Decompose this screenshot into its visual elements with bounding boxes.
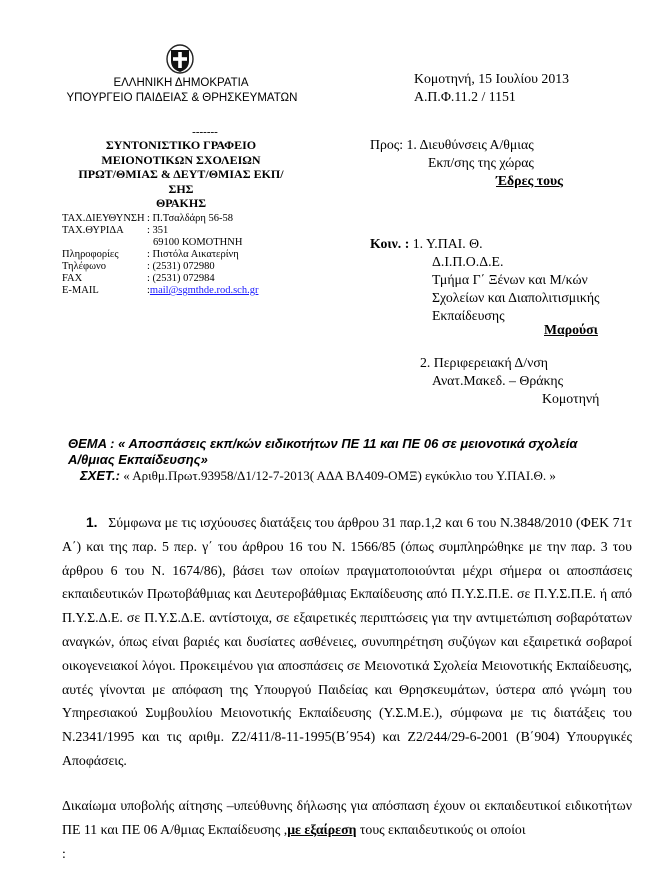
- ministry-title: ΥΠΟΥΡΓΕΙΟ ΠΑΙΔΕΙΑΣ & ΘΡΗΣΚΕΥΜΑΤΩΝ: [66, 92, 298, 104]
- protocol-number: Α.Π.Φ.11.2 / 1151: [414, 89, 516, 104]
- cc-line-2: Δ.Ι.Π.Ο.Δ.Ε.: [432, 254, 504, 269]
- info-value: : Πιστόλα Αικατερίνη: [147, 249, 239, 260]
- cc-lines: [432, 253, 600, 325]
- cc2-line-3: Κομοτηνή: [542, 391, 600, 406]
- office-line-3: ΠΡΩΤ/ΘΜΙΑΣ & ΔΕΥΤ/ΘΜΙΑΣ ΕΚΠ/ΣΗΣ: [78, 167, 284, 196]
- to-line-3: Έδρες τους: [496, 173, 563, 188]
- phone-value: : (2531) 072980: [147, 261, 215, 272]
- fax-label: FAX: [62, 273, 83, 284]
- contact-block: [62, 213, 322, 297]
- paragraph-2-tail: :: [62, 845, 66, 861]
- pobox-label: ΤΑΧ.ΘΥΡΙΔΑ: [62, 225, 124, 236]
- cc-line-4: Σχολείων και Διαπολιτισμικής: [432, 290, 600, 305]
- paragraph-1-text: Σύμφωνα με τις ισχύουσες διατάξεις του άρθρου 31 παρ.1,2 και 6 του Ν.3848/2010 (ΦΕΚ 71τ Α΄) και της παρ. 5 περ. γ΄ του άρθρου 16 του Ν. 1566/85 (όπως συμπληρώθηκε με την παρ. 3 του άρθρου 6 του Ν. 1674/86), βάσει των οποίων πραγματοποιούνται μέχρι σήμερα οι αποσπάσεις εκπαιδευτικών Πρωτοβάθμιας και Δευτεροβάθμιας Εκπαίδευσης από Π.Υ.Σ.Π.Ε. σε Π.Υ.Σ.Π.Ε. ή από Π.Υ.Σ.Δ.Ε. σε Π.Υ.Σ.Δ.Ε. αντίστοιχα, σε εξαιρετικές περιπτώσεις για την αντιμετώπιση σοβαρότατων αναγκών, όπως είναι βαριές και δυσίατες ασθένειες, συνυπηρέτηση συζύγων και εξαιρετικά σοβαροί οικογενειακοί λόγοι. Προκειμένου για αποσπάσεις σε Μειονοτικά Σχολεία Μειονοτικής Εκπαίδευσης, αυτές γίνονται με απόφαση της Υπουργού Παιδείας και Θρησκευμάτων, ύστερα από γνώμη του Υπηρεσιακού Συμβουλίου Μειονοτικής Εκπαίδευσης (Υ.Σ.Μ.Ε.), σύμφωνα με τις διατάξεις του Ν.2341/1995 και τις αριθμ. Ζ2/411/8-11-1995(Β΄954) και Ζ2/244/29-6-2001 (Β΄904) Υπουργικές Αποφάσεις.: [62, 515, 632, 768]
- separator-dashes: -------: [192, 126, 218, 138]
- republic-title: ΕΛΛΗΝΙΚΗ ΔΗΜΟΚΡΑΤΙΑ: [113, 77, 249, 89]
- info-label: Πληροφορίες: [62, 249, 119, 260]
- paragraph-2-text-b: τους εκπαιδευτικούς οι οποίοι: [356, 821, 526, 837]
- email-link[interactable]: mail@sgmthde.rod.sch.gr: [149, 285, 259, 296]
- fax-value: : (2531) 072984: [147, 273, 215, 284]
- cc-line-3: Τμήμα Γ΄ Ξένων και Μ/κών: [432, 272, 588, 287]
- paragraph-1-number: 1.: [86, 515, 98, 530]
- office-line-1: ΣΥΝΤΟΝΙΣΤΙΚΟ ΓΡΑΦΕΙΟ: [105, 138, 257, 152]
- cc-first-line: [370, 235, 483, 253]
- email-label: E-MAIL: [62, 285, 99, 296]
- paragraph-2-emphasis: με εξαίρεση: [287, 821, 357, 837]
- address-label: ΤΑΧ.ΔΙΕΥΘΥΝΣΗ: [62, 213, 145, 224]
- pobox-value: : 351: [147, 225, 169, 236]
- cc-line-6: Μαρούσι: [544, 322, 598, 337]
- greek-coat-of-arms-icon: [166, 44, 194, 74]
- subject-label: ΘΕΜΑ :: [68, 436, 115, 451]
- reference-line: [80, 468, 640, 484]
- cc-label: Κοιν. :: [370, 236, 410, 251]
- office-line-2: ΜΕΙΟΝΟΤΙΚΩΝ ΣΧΟΛΕΙΩΝ: [101, 152, 261, 167]
- cc-line-5: Εκπαίδευσης: [432, 308, 505, 323]
- subject-block: [68, 436, 628, 468]
- cc2-line-2: Ανατ.Μακεδ. – Θράκης: [432, 373, 564, 388]
- subject-line-2: Α/θμιας Εκπαίδευσης»: [68, 452, 208, 467]
- subject-line-1: « Αποσπάσεις εκπ/κών ειδικοτήτων ΠΕ 11 και ΠΕ 06 σε μειονοτικά σχολεία: [114, 436, 578, 451]
- place-date: Κομοτηνή, 15 Ιουλίου 2013: [414, 71, 570, 86]
- email-colon: :: [147, 285, 150, 296]
- office-name: [72, 138, 290, 211]
- paragraph-2-text-a: Δικαίωμα υποβολής αίτησης –υπεύθυνης δήλωσης για απόσπαση έχουν οι εκπαιδευτικοί ειδικοτήτων ΠΕ 11 και ΠΕ 06 Α/θμιας Εκπαίδευσης ,: [62, 798, 632, 837]
- date-protocol: [414, 70, 569, 106]
- to-line-2: Εκπ/σης της χώρας: [428, 155, 534, 170]
- paragraph-2: [62, 794, 632, 865]
- office-line-4: ΘΡΑΚΗΣ: [155, 196, 207, 210]
- reference-text: « Αριθμ.Πρωτ.93958/Δ1/12-7-2013( ΑΔΑ ΒΛ409-ΟΜΞ) εγκύκλιο του Υ.ΠΑΙ.Θ. »: [119, 468, 556, 483]
- paragraph-1: [62, 511, 632, 773]
- cc2-line-1: 2. Περιφερειακή Δ/νση: [420, 355, 548, 370]
- address-value: : Π.Τσαλδάρη 56-58: [147, 213, 233, 224]
- reference-label: ΣΧΕΤ.:: [80, 468, 120, 483]
- to-line-1: Προς: 1. Διευθύνσεις Α/θμιας: [370, 137, 534, 152]
- cc-line-1: 1. Υ.ΠΑΙ. Θ.: [409, 236, 483, 251]
- city-value: 69100 ΚΟΜΟΤΗΝΗ: [153, 237, 243, 248]
- phone-label: Τηλέφωνο: [62, 261, 106, 272]
